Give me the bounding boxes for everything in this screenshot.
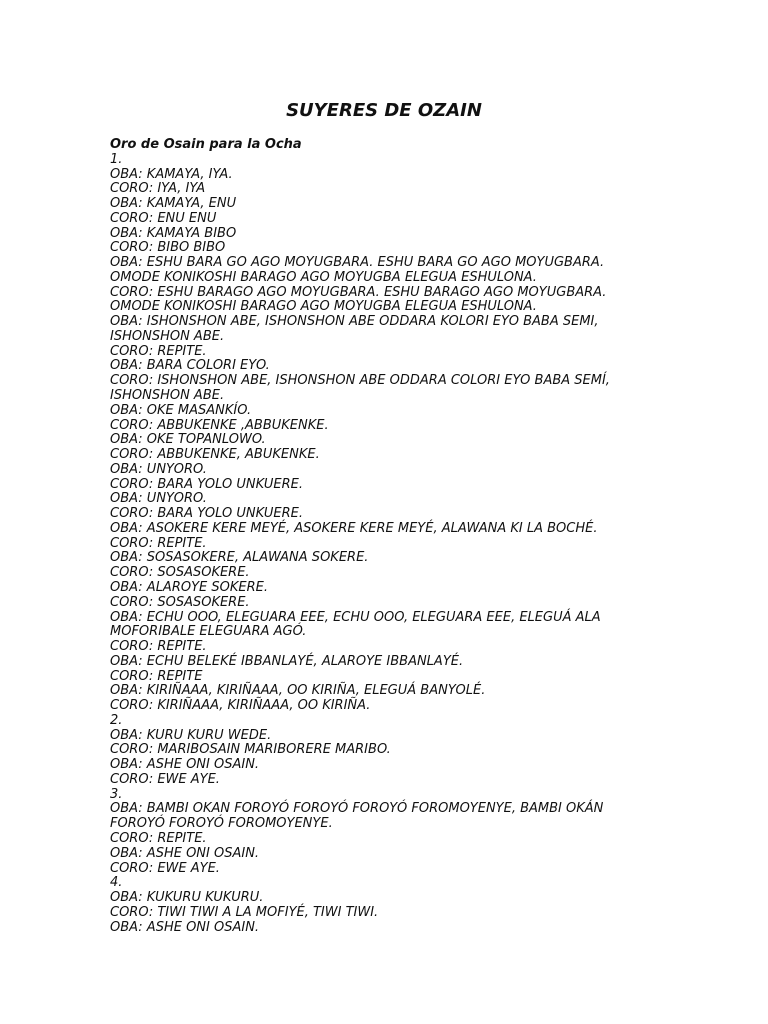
document-title: SUYERES DE OZAIN [286,100,482,121]
oba-line: OBA: OKE TOPANLOWO. [110,432,266,448]
coro-line: CORO: ESHU BARAGO AGO MOYUGBARA. ESHU BARAGO AGO MOYUGBARA. [110,284,607,300]
oba-line: OBA: ESHU BARA GO AGO MOYUGBARA. ESHU BARA GO AGO MOYUGBARA. [110,255,605,271]
verse-continuation-line: OMODE KONIKOSHI BARAGO AGO MOYUGBA ELEGUA ESHULONA. [110,269,537,285]
oba-line: OBA: UNYORO. [110,461,207,477]
coro-line: CORO: ABBUKENKE ,ABBUKENKE. [110,417,329,433]
oba-line: OBA: ASHE ONI OSAIN. [110,757,260,773]
coro-line: CORO: REPITE. [110,639,207,655]
verse-continuation-line: OMODE KONIKOSHI BARAGO AGO MOYUGBA ELEGUA ESHULONA. [110,299,537,315]
oba-line: OBA: BAMBI OKAN FOROYÓ FOROYÓ FOROYÓ FOROMOYENYE, BAMBI OKÁN [110,801,604,817]
coro-line: CORO: REPITE. [110,535,207,551]
oba-line: OBA: KAMAYA BIBO [110,225,237,241]
oba-line: OBA: ASHE ONI OSAIN. [110,919,260,935]
oba-line: OBA: ECHU OOO, ELEGUARA EEE, ECHU OOO, ELEGUARA EEE, ELEGUÁ ALA [110,609,601,625]
document-subtitle: Oro de Osain para la Ocha [110,137,302,152]
verse-continuation-line: MOFORIBALE ELEGUARA AGÓ. [110,624,307,640]
oba-line: OBA: ISHONSHON ABE, ISHONSHON ABE ODDARA KOLORI EYO BABA SEMI, [110,314,599,330]
coro-line: CORO: IYA, IYA [110,181,206,197]
oba-line: OBA: ASHE ONI OSAIN. [110,845,260,861]
coro-line: CORO: BARA YOLO UNKUERE. [110,476,303,492]
section-number: 1. [110,151,123,167]
coro-line: CORO: KIRIÑAAA, KIRIÑAAA, OO KIRIÑA. [110,698,371,714]
oba-line: OBA: ECHU BELEKÉ IBBANLAYÉ, ALAROYE IBBANLAYÉ. [110,653,464,669]
oba-line: OBA: KAMAYA, ENU [110,196,237,212]
verse-continuation-line: FOROYÓ FOROYÓ FOROMOYENYE. [110,816,333,832]
oba-line: OBA: OKE MASANKÍO. [110,402,252,418]
oba-line: OBA: ASOKERE KERE MEYÉ, ASOKERE KERE MEYÉ, ALAWANA KI LA BOCHÉ. [110,520,598,536]
verse-continuation-line: ISHONSHON ABE. [110,328,225,344]
oba-line: OBA: UNYORO. [110,491,207,507]
coro-line: CORO: BARA YOLO UNKUERE. [110,506,303,522]
oba-line: OBA: KIRIÑAAA, KIRIÑAAA, OO KIRIÑA, ELEGUÁ BANYOLÉ. [110,683,486,699]
section-number: 2. [110,712,123,728]
section-number: 3. [110,786,123,802]
coro-line: CORO: REPITE. [110,343,207,359]
coro-line: CORO: EWE AYE. [110,771,220,787]
oba-line: OBA: KURU KURU WEDE. [110,727,272,743]
section-number: 4. [110,875,123,891]
coro-line: CORO: REPITE. [110,830,207,846]
verse-continuation-line: ISHONSHON ABE. [110,388,225,404]
coro-line: CORO: SOSASOKERE. [110,565,250,581]
coro-line: CORO: BIBO BIBO [110,240,226,256]
oba-line: OBA: KUKURU KUKURU. [110,890,264,906]
coro-line: CORO: ENU ENU [110,210,217,226]
coro-line: CORO: ISHONSHON ABE, ISHONSHON ABE ODDARA COLORI EYO BABA SEMÍ, [110,373,610,389]
oba-line: OBA: SOSASOKERE, ALAWANA SOKERE. [110,550,369,566]
coro-line: CORO: ABBUKENKE, ABUKENKE. [110,447,320,463]
oba-line: OBA: ALAROYE SOKERE. [110,579,268,595]
oba-line: OBA: BARA COLORI EYO. [110,358,270,374]
document-body [110,138,610,935]
coro-line: CORO: TIWI TIWI A LA MOFIYÉ, TIWI TIWI. [110,904,379,920]
coro-line: CORO: SOSASOKERE. [110,594,250,610]
coro-line: CORO: MARIBOSAIN MARIBORERE MARIBO. [110,742,391,758]
oba-line: OBA: KAMAYA, IYA. [110,166,233,182]
coro-line: CORO: EWE AYE. [110,860,220,876]
coro-line: CORO: REPITE [110,668,203,684]
